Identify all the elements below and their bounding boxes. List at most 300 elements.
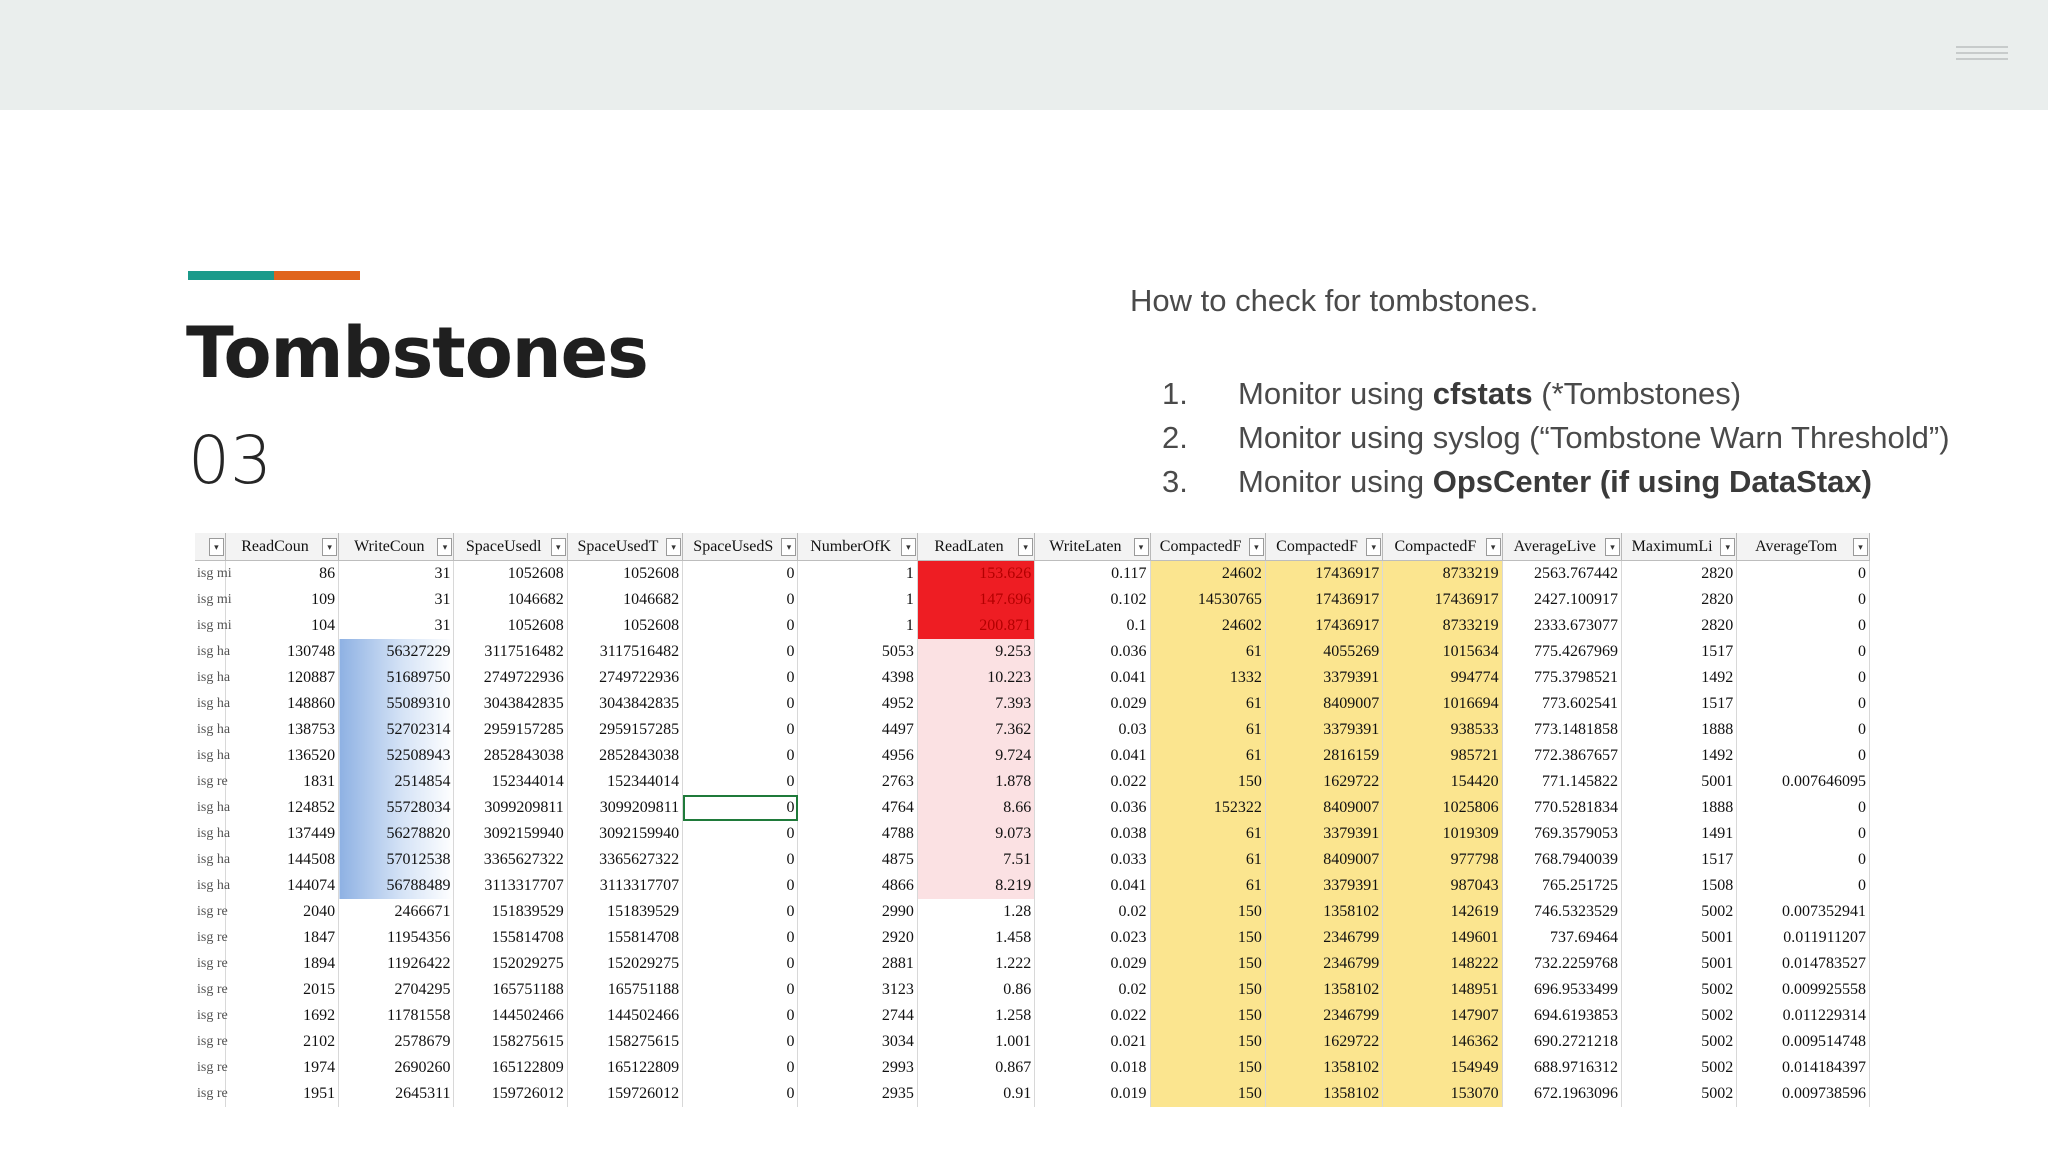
table-cell[interactable]: 61 (1150, 873, 1265, 899)
table-cell[interactable]: 2744 (798, 1003, 917, 1029)
table-cell[interactable]: 0 (683, 691, 798, 717)
table-cell[interactable]: 0.036 (1035, 795, 1150, 821)
table-cell[interactable]: 1951 (225, 1081, 338, 1107)
table-cell[interactable]: 200.871 (917, 613, 1034, 639)
table-cell[interactable]: 0.023 (1035, 925, 1150, 951)
table-cell[interactable]: 0 (683, 977, 798, 1003)
table-cell[interactable]: 4497 (798, 717, 917, 743)
table-cell[interactable]: 0 (683, 587, 798, 613)
table-cell[interactable]: isg ha (195, 639, 225, 665)
table-cell[interactable]: 17436917 (1265, 561, 1382, 588)
table-cell[interactable]: 0 (683, 743, 798, 769)
table-cell[interactable]: 3092159940 (567, 821, 682, 847)
table-cell[interactable]: 2990 (798, 899, 917, 925)
table-cell[interactable]: 2935 (798, 1081, 917, 1107)
table-cell[interactable]: 737.69464 (1502, 925, 1621, 951)
table-cell[interactable]: 696.9533499 (1502, 977, 1621, 1003)
table-cell[interactable]: 0.102 (1035, 587, 1150, 613)
table-cell[interactable]: isg ha (195, 717, 225, 743)
table-cell[interactable]: 1052608 (454, 561, 567, 588)
filter-dropdown-icon[interactable]: ▾ (1366, 538, 1381, 556)
table-cell[interactable]: 3099209811 (567, 795, 682, 821)
table-cell[interactable]: isg mi (195, 587, 225, 613)
table-cell[interactable]: 2763 (798, 769, 917, 795)
table-cell[interactable]: 0 (683, 1003, 798, 1029)
column-header[interactable]: SpaceUsedS ▾ (683, 533, 798, 561)
table-cell[interactable]: 2749722936 (454, 665, 567, 691)
table-cell[interactable]: 8409007 (1265, 795, 1382, 821)
table-cell[interactable]: 1974 (225, 1055, 338, 1081)
table-cell[interactable]: 1046682 (567, 587, 682, 613)
table-cell[interactable]: 0.007352941 (1737, 899, 1870, 925)
table-cell[interactable]: 0 (683, 1029, 798, 1055)
table-cell[interactable]: 4788 (798, 821, 917, 847)
column-header[interactable]: AverageLive ▾ (1502, 533, 1621, 561)
table-cell[interactable]: 0.1 (1035, 613, 1150, 639)
table-cell[interactable]: 2820 (1621, 561, 1736, 588)
table-cell[interactable]: 5053 (798, 639, 917, 665)
table-cell[interactable]: 765.251725 (1502, 873, 1621, 899)
table-cell[interactable]: 3099209811 (454, 795, 567, 821)
table-cell[interactable]: 17436917 (1383, 587, 1502, 613)
table-cell[interactable]: 1046682 (454, 587, 567, 613)
table-cell[interactable]: 2514854 (339, 769, 454, 795)
table-cell[interactable]: isg re (195, 1081, 225, 1107)
table-cell[interactable]: 0.03 (1035, 717, 1150, 743)
table-cell[interactable]: 3034 (798, 1029, 917, 1055)
table-cell[interactable]: 0 (683, 665, 798, 691)
table-cell[interactable]: isg ha (195, 743, 225, 769)
table-cell[interactable]: 31 (339, 561, 454, 588)
table-cell[interactable]: 0.91 (917, 1081, 1034, 1107)
table-cell[interactable]: 0.019 (1035, 1081, 1150, 1107)
column-header[interactable]: WriteLaten ▾ (1035, 533, 1150, 561)
table-cell[interactable]: 1358102 (1265, 1081, 1382, 1107)
table-cell[interactable]: 11781558 (339, 1003, 454, 1029)
table-cell[interactable]: 17436917 (1265, 587, 1382, 613)
table-cell[interactable]: 3113317707 (567, 873, 682, 899)
table-cell[interactable]: 2959157285 (454, 717, 567, 743)
table-cell[interactable]: 155814708 (454, 925, 567, 951)
filter-dropdown-icon[interactable]: ▾ (209, 538, 224, 556)
table-cell[interactable]: 3379391 (1265, 873, 1382, 899)
table-cell[interactable]: 0.009925558 (1737, 977, 1870, 1003)
table-cell[interactable]: 1888 (1621, 795, 1736, 821)
table-cell[interactable]: 1847 (225, 925, 338, 951)
table-cell[interactable]: 148860 (225, 691, 338, 717)
table-cell[interactable]: 688.9716312 (1502, 1055, 1621, 1081)
table-cell[interactable]: 150 (1150, 977, 1265, 1003)
table-cell[interactable]: 7.393 (917, 691, 1034, 717)
table-cell[interactable]: 938533 (1383, 717, 1502, 743)
table-cell[interactable]: 772.3867657 (1502, 743, 1621, 769)
table-cell[interactable]: 987043 (1383, 873, 1502, 899)
table-cell[interactable]: 1.878 (917, 769, 1034, 795)
table-cell[interactable]: isg ha (195, 821, 225, 847)
table-cell[interactable]: 1894 (225, 951, 338, 977)
table-cell[interactable]: 2959157285 (567, 717, 682, 743)
table-cell[interactable]: 0 (683, 613, 798, 639)
table-cell[interactable]: 152344014 (567, 769, 682, 795)
table-cell[interactable]: 3123 (798, 977, 917, 1003)
filter-dropdown-icon[interactable]: ▾ (1720, 538, 1735, 556)
table-cell[interactable]: 0 (683, 769, 798, 795)
table-cell[interactable]: 0 (1737, 691, 1870, 717)
table-cell[interactable]: isg mi (195, 561, 225, 588)
table-cell[interactable]: 144074 (225, 873, 338, 899)
table-cell[interactable]: 149601 (1383, 925, 1502, 951)
table-cell[interactable]: 1492 (1621, 665, 1736, 691)
table-cell[interactable]: 1517 (1621, 847, 1736, 873)
table-cell[interactable]: 0 (683, 873, 798, 899)
table-cell[interactable]: 151839529 (454, 899, 567, 925)
table-cell[interactable]: 61 (1150, 717, 1265, 743)
table-cell[interactable]: isg ha (195, 665, 225, 691)
table-cell[interactable]: 130748 (225, 639, 338, 665)
table-cell[interactable]: 9.253 (917, 639, 1034, 665)
table-cell[interactable]: 61 (1150, 847, 1265, 873)
table-cell[interactable]: 8733219 (1383, 613, 1502, 639)
table-cell[interactable]: 104 (225, 613, 338, 639)
table-cell[interactable]: 0 (683, 925, 798, 951)
table-cell[interactable]: 150 (1150, 1029, 1265, 1055)
table-cell[interactable]: 1517 (1621, 639, 1736, 665)
table-cell[interactable]: 152344014 (454, 769, 567, 795)
table-cell[interactable]: 0.029 (1035, 951, 1150, 977)
table-cell[interactable]: 0 (1737, 743, 1870, 769)
table-cell[interactable]: 775.3798521 (1502, 665, 1621, 691)
table-cell[interactable]: 0 (683, 717, 798, 743)
table-cell[interactable]: 52508943 (339, 743, 454, 769)
table-cell[interactable]: 2704295 (339, 977, 454, 1003)
table-cell[interactable]: 3365627322 (567, 847, 682, 873)
column-header[interactable]: NumberOfK ▾ (798, 533, 917, 561)
column-header[interactable] (195, 533, 225, 561)
table-cell[interactable]: 2346799 (1265, 925, 1382, 951)
table-cell[interactable]: 3365627322 (454, 847, 567, 873)
table-cell[interactable]: 56278820 (339, 821, 454, 847)
table-cell[interactable]: 0.041 (1035, 665, 1150, 691)
table-cell[interactable]: isg re (195, 899, 225, 925)
table-cell[interactable]: 7.362 (917, 717, 1034, 743)
table-cell[interactable]: 154949 (1383, 1055, 1502, 1081)
table-cell[interactable]: 3379391 (1265, 717, 1382, 743)
column-header[interactable]: CompactedF ▾ (1150, 533, 1265, 561)
table-cell[interactable]: isg re (195, 769, 225, 795)
table-cell[interactable]: 17436917 (1265, 613, 1382, 639)
table-cell[interactable]: 0 (683, 639, 798, 665)
table-cell[interactable]: 773.602541 (1502, 691, 1621, 717)
table-cell[interactable]: 2881 (798, 951, 917, 977)
table-cell[interactable]: 2346799 (1265, 951, 1382, 977)
table-cell[interactable]: 1052608 (567, 561, 682, 588)
table-cell[interactable]: 0 (1737, 587, 1870, 613)
table-cell[interactable]: 3043842835 (567, 691, 682, 717)
table-cell[interactable]: isg re (195, 925, 225, 951)
table-cell[interactable]: 1492 (1621, 743, 1736, 769)
table-cell[interactable]: 0 (683, 1055, 798, 1081)
table-cell[interactable]: 147.696 (917, 587, 1034, 613)
table-cell[interactable]: 142619 (1383, 899, 1502, 925)
table-cell[interactable]: 137449 (225, 821, 338, 847)
table-cell[interactable]: 1629722 (1265, 769, 1382, 795)
table-cell[interactable]: 1.28 (917, 899, 1034, 925)
table-cell[interactable]: 0.009514748 (1737, 1029, 1870, 1055)
table-cell[interactable]: 746.5323529 (1502, 899, 1621, 925)
table-cell[interactable]: 1831 (225, 769, 338, 795)
filter-dropdown-icon[interactable]: ▾ (666, 538, 681, 556)
table-cell[interactable]: 138753 (225, 717, 338, 743)
table-cell[interactable]: 1015634 (1383, 639, 1502, 665)
table-cell[interactable]: 153070 (1383, 1081, 1502, 1107)
table-cell[interactable]: 1.001 (917, 1029, 1034, 1055)
table-cell[interactable]: 1016694 (1383, 691, 1502, 717)
table-cell[interactable]: 1052608 (454, 613, 567, 639)
table-cell[interactable]: 0.02 (1035, 977, 1150, 1003)
table-cell[interactable]: 57012538 (339, 847, 454, 873)
filter-dropdown-icon[interactable]: ▾ (901, 538, 916, 556)
filter-dropdown-icon[interactable]: ▾ (1249, 538, 1264, 556)
table-cell[interactable]: 8.66 (917, 795, 1034, 821)
table-cell[interactable]: 152029275 (454, 951, 567, 977)
table-cell[interactable]: 0 (683, 795, 798, 821)
table-cell[interactable]: 1517 (1621, 691, 1736, 717)
table-cell[interactable]: 153.626 (917, 561, 1034, 588)
table-cell[interactable]: 1692 (225, 1003, 338, 1029)
table-cell[interactable]: 10.223 (917, 665, 1034, 691)
table-cell[interactable]: 1 (798, 587, 917, 613)
table-cell[interactable]: 775.4267969 (1502, 639, 1621, 665)
table-cell[interactable]: 0 (1737, 639, 1870, 665)
table-cell[interactable]: isg ha (195, 873, 225, 899)
table-cell[interactable]: 165751188 (567, 977, 682, 1003)
table-cell[interactable]: 2645311 (339, 1081, 454, 1107)
filter-dropdown-icon[interactable]: ▾ (437, 538, 452, 556)
table-cell[interactable]: 31 (339, 613, 454, 639)
table-cell[interactable]: 770.5281834 (1502, 795, 1621, 821)
table-cell[interactable]: 7.51 (917, 847, 1034, 873)
filter-dropdown-icon[interactable]: ▾ (1853, 538, 1868, 556)
table-cell[interactable]: isg ha (195, 795, 225, 821)
table-cell[interactable]: 150 (1150, 769, 1265, 795)
table-cell[interactable]: 8409007 (1265, 691, 1382, 717)
column-header[interactable]: WriteCoun ▾ (339, 533, 454, 561)
table-cell[interactable]: 1888 (1621, 717, 1736, 743)
table-cell[interactable]: 5001 (1621, 925, 1736, 951)
table-cell[interactable]: 3117516482 (454, 639, 567, 665)
table-cell[interactable]: 5002 (1621, 899, 1736, 925)
table-cell[interactable]: 24602 (1150, 561, 1265, 588)
table-cell[interactable]: 52702314 (339, 717, 454, 743)
table-cell[interactable]: 2333.673077 (1502, 613, 1621, 639)
table-cell[interactable]: 159726012 (454, 1081, 567, 1107)
filter-dropdown-icon[interactable]: ▾ (1605, 538, 1620, 556)
table-cell[interactable]: 0.014783527 (1737, 951, 1870, 977)
column-header[interactable]: ReadCoun ▾ (225, 533, 338, 561)
table-cell[interactable]: 690.2721218 (1502, 1029, 1621, 1055)
table-cell[interactable]: 1.222 (917, 951, 1034, 977)
table-cell[interactable]: 0 (1737, 847, 1870, 873)
table-cell[interactable]: 2466671 (339, 899, 454, 925)
table-cell[interactable]: 150 (1150, 1055, 1265, 1081)
table-cell[interactable]: 2563.767442 (1502, 561, 1621, 588)
table-cell[interactable]: 5002 (1621, 1003, 1736, 1029)
table-cell[interactable]: 2690260 (339, 1055, 454, 1081)
table-cell[interactable]: 1358102 (1265, 1055, 1382, 1081)
table-cell[interactable]: 150 (1150, 899, 1265, 925)
table-cell[interactable]: 150 (1150, 1081, 1265, 1107)
table-cell[interactable]: isg mi (195, 613, 225, 639)
table-cell[interactable]: 0.011229314 (1737, 1003, 1870, 1029)
table-cell[interactable]: 4398 (798, 665, 917, 691)
table-cell[interactable]: 1052608 (567, 613, 682, 639)
table-cell[interactable]: 144508 (225, 847, 338, 873)
table-cell[interactable]: 2040 (225, 899, 338, 925)
table-cell[interactable]: 3113317707 (454, 873, 567, 899)
table-cell[interactable]: 0.036 (1035, 639, 1150, 665)
table-cell[interactable]: 2749722936 (567, 665, 682, 691)
table-cell[interactable]: 2346799 (1265, 1003, 1382, 1029)
column-header[interactable]: CompactedF ▾ (1265, 533, 1382, 561)
table-cell[interactable]: 4866 (798, 873, 917, 899)
table-cell[interactable]: 4055269 (1265, 639, 1382, 665)
table-cell[interactable]: 0.041 (1035, 873, 1150, 899)
table-cell[interactable]: 158275615 (567, 1029, 682, 1055)
table-cell[interactable]: 0 (1737, 665, 1870, 691)
table-cell[interactable]: 1358102 (1265, 899, 1382, 925)
table-cell[interactable]: 4956 (798, 743, 917, 769)
table-cell[interactable]: 144502466 (454, 1003, 567, 1029)
table-cell[interactable]: 109 (225, 587, 338, 613)
table-cell[interactable]: 159726012 (567, 1081, 682, 1107)
table-cell[interactable]: 147907 (1383, 1003, 1502, 1029)
table-cell[interactable]: 152029275 (567, 951, 682, 977)
table-cell[interactable]: 0.022 (1035, 769, 1150, 795)
table-cell[interactable]: 3379391 (1265, 665, 1382, 691)
filter-dropdown-icon[interactable]: ▾ (551, 538, 566, 556)
table-cell[interactable]: 55089310 (339, 691, 454, 717)
column-header[interactable]: MaximumLi ▾ (1621, 533, 1736, 561)
table-cell[interactable]: 61 (1150, 691, 1265, 717)
filter-dropdown-icon[interactable]: ▾ (1018, 538, 1033, 556)
table-cell[interactable]: 0.029 (1035, 691, 1150, 717)
table-cell[interactable]: 3117516482 (567, 639, 682, 665)
table-cell[interactable]: 3092159940 (454, 821, 567, 847)
table-cell[interactable]: 0 (683, 899, 798, 925)
table-cell[interactable]: 5001 (1621, 769, 1736, 795)
table-cell[interactable]: 165751188 (454, 977, 567, 1003)
table-cell[interactable]: 151839529 (567, 899, 682, 925)
table-cell[interactable]: 11926422 (339, 951, 454, 977)
table-cell[interactable]: 994774 (1383, 665, 1502, 691)
table-cell[interactable]: 0.02 (1035, 899, 1150, 925)
table-cell[interactable]: 2427.100917 (1502, 587, 1621, 613)
table-cell[interactable]: 2578679 (339, 1029, 454, 1055)
table-cell[interactable]: 5002 (1621, 1055, 1736, 1081)
table-cell[interactable]: 0.018 (1035, 1055, 1150, 1081)
table-cell[interactable]: 0 (1737, 717, 1870, 743)
table-cell[interactable]: 158275615 (454, 1029, 567, 1055)
table-cell[interactable]: 1.258 (917, 1003, 1034, 1029)
table-cell[interactable]: 165122809 (454, 1055, 567, 1081)
table-cell[interactable]: 694.6193853 (1502, 1003, 1621, 1029)
table-cell[interactable]: 768.7940039 (1502, 847, 1621, 873)
column-header[interactable]: CompactedF ▾ (1383, 533, 1502, 561)
column-header[interactable]: ReadLaten ▾ (917, 533, 1034, 561)
table-cell[interactable]: 0 (683, 1081, 798, 1107)
table-cell[interactable]: 771.145822 (1502, 769, 1621, 795)
table-cell[interactable]: 24602 (1150, 613, 1265, 639)
table-cell[interactable]: 9.073 (917, 821, 1034, 847)
table-cell[interactable]: 2993 (798, 1055, 917, 1081)
table-cell[interactable]: 5002 (1621, 1081, 1736, 1107)
table-cell[interactable]: 2102 (225, 1029, 338, 1055)
table-cell[interactable]: 0.009738596 (1737, 1081, 1870, 1107)
table-cell[interactable]: 1332 (1150, 665, 1265, 691)
table-cell[interactable]: 155814708 (567, 925, 682, 951)
column-header[interactable]: SpaceUsedT ▾ (567, 533, 682, 561)
table-cell[interactable]: 1629722 (1265, 1029, 1382, 1055)
table-cell[interactable]: 0 (683, 847, 798, 873)
table-cell[interactable]: 0 (1737, 795, 1870, 821)
table-cell[interactable]: 5001 (1621, 951, 1736, 977)
table-cell[interactable]: 0.014184397 (1737, 1055, 1870, 1081)
filter-dropdown-icon[interactable]: ▾ (1134, 538, 1149, 556)
table-cell[interactable]: 148222 (1383, 951, 1502, 977)
table-cell[interactable]: 152322 (1150, 795, 1265, 821)
table-cell[interactable]: 0.033 (1035, 847, 1150, 873)
hamburger-menu-icon[interactable] (1956, 46, 2008, 68)
table-cell[interactable]: 148951 (1383, 977, 1502, 1003)
table-cell[interactable]: 0 (683, 951, 798, 977)
table-cell[interactable]: 56788489 (339, 873, 454, 899)
table-cell[interactable]: 0 (1737, 613, 1870, 639)
table-cell[interactable]: 154420 (1383, 769, 1502, 795)
table-cell[interactable]: 11954356 (339, 925, 454, 951)
table-cell[interactable]: 2015 (225, 977, 338, 1003)
table-cell[interactable]: 0 (1737, 873, 1870, 899)
table-cell[interactable]: 1 (798, 613, 917, 639)
table-cell[interactable]: 0 (683, 821, 798, 847)
table-cell[interactable]: 61 (1150, 743, 1265, 769)
table-cell[interactable]: 1508 (1621, 873, 1736, 899)
table-cell[interactable]: 56327229 (339, 639, 454, 665)
table-cell[interactable]: 0 (1737, 561, 1870, 588)
table-cell[interactable]: 773.1481858 (1502, 717, 1621, 743)
table-cell[interactable]: 4875 (798, 847, 917, 873)
table-cell[interactable]: 0 (683, 561, 798, 588)
table-cell[interactable]: isg re (195, 977, 225, 1003)
table-cell[interactable]: 2820 (1621, 613, 1736, 639)
table-cell[interactable]: 0.86 (917, 977, 1034, 1003)
table-cell[interactable]: 120887 (225, 665, 338, 691)
table-cell[interactable]: 124852 (225, 795, 338, 821)
table-cell[interactable]: 61 (1150, 821, 1265, 847)
table-cell[interactable]: 2816159 (1265, 743, 1382, 769)
table-cell[interactable]: 55728034 (339, 795, 454, 821)
table-cell[interactable]: 4952 (798, 691, 917, 717)
table-cell[interactable]: isg ha (195, 847, 225, 873)
table-cell[interactable]: 150 (1150, 1003, 1265, 1029)
table-cell[interactable]: 31 (339, 587, 454, 613)
table-cell[interactable]: 8409007 (1265, 847, 1382, 873)
table-cell[interactable]: 51689750 (339, 665, 454, 691)
table-cell[interactable]: 0.021 (1035, 1029, 1150, 1055)
table-cell[interactable]: 0.007646095 (1737, 769, 1870, 795)
table-cell[interactable]: 144502466 (567, 1003, 682, 1029)
table-cell[interactable]: 86 (225, 561, 338, 588)
table-cell[interactable]: 8.219 (917, 873, 1034, 899)
